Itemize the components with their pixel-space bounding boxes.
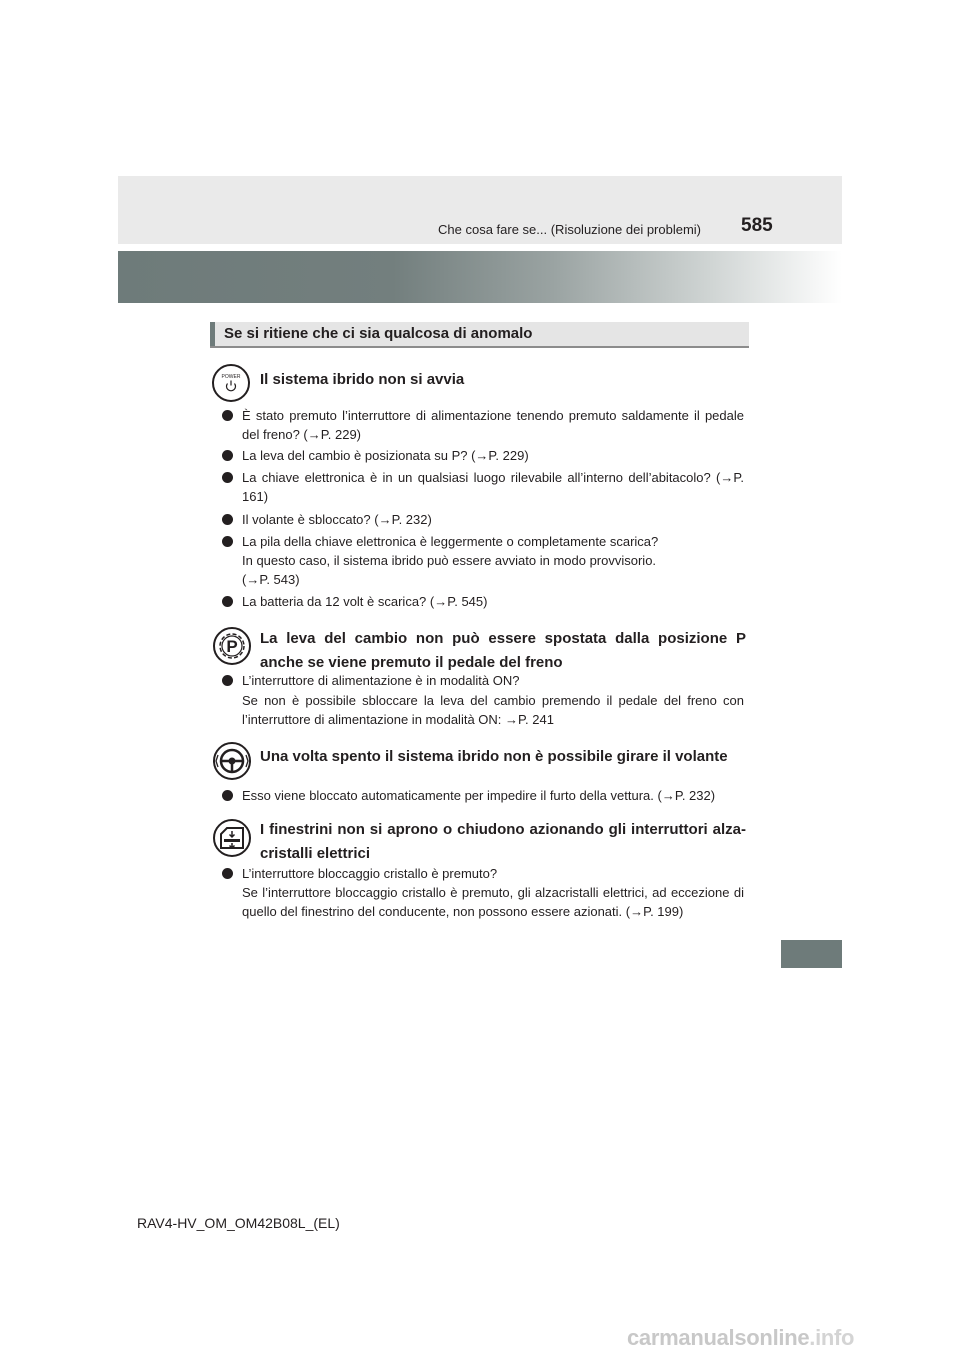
bullet-icon	[222, 536, 233, 547]
chapter-title: Che cosa fare se... (Risoluzione dei problemi)	[438, 222, 702, 237]
topic-heading-hybrid-start: Il sistema ibrido non si avvia	[260, 371, 465, 388]
park-gear-icon	[212, 626, 252, 666]
bullet-icon	[222, 472, 233, 483]
bullet-icon	[222, 868, 233, 879]
section-heading-accent	[210, 322, 215, 346]
power-window-icon	[212, 818, 252, 858]
steering-lock-icon	[212, 741, 252, 781]
bullet-icon	[222, 596, 233, 607]
topic-heading-power-windows: I finestrini non si aprono o chiudono azionando gli interruttori alza-cristalli elettrici	[260, 821, 746, 862]
bullet-continuation: (→P. 543)	[242, 572, 300, 587]
bullet-icon	[222, 790, 233, 801]
watermark	[627, 1325, 854, 1351]
topic-heading-shift-lever: La leva del cambio non può essere spostata dalla posizione P anche se viene premuto il pedale del freno	[260, 630, 746, 671]
detail-text: Se non è possibile sbloccare la leva del cambio premendo il pedale del freno con l’interruttore di alimentazione in modalità ON: →P. 241	[242, 693, 744, 727]
section-heading-label: Se si ritiene che ci sia qualcosa di anomalo	[224, 325, 533, 342]
detail-text: Se l’interruttore bloccaggio cristallo è premuto, gli alzacristalli elettrici, ad eccezione di quello del finestrino del conducente, non possono essere azionati. (→P. 199)	[242, 885, 744, 919]
section-heading	[210, 322, 749, 348]
watermark-main: carmanualsonline	[627, 1325, 810, 1350]
topic-heading-steering: Una volta spento il sistema ibrido non è possibile girare il volante	[260, 748, 728, 765]
page-number: 585	[741, 215, 773, 236]
park-icon-text: P	[226, 637, 238, 656]
bullet-icon	[222, 450, 233, 461]
power-button-icon	[212, 364, 250, 402]
chapter-gradient-bar	[118, 251, 842, 303]
document-code: RAV4-HV_OM_OM42B08L_(EL)	[137, 1215, 340, 1231]
bullet-icon	[222, 514, 233, 525]
power-icon-text: POWER	[221, 374, 241, 380]
bullet-continuation: In questo caso, il sistema ibrido può essere avviato in modo provvisorio.	[242, 553, 657, 568]
bullet-icon	[222, 410, 233, 421]
watermark-tld: .info	[809, 1325, 855, 1350]
chapter-side-tab	[781, 940, 842, 968]
bullet-icon	[222, 675, 233, 686]
